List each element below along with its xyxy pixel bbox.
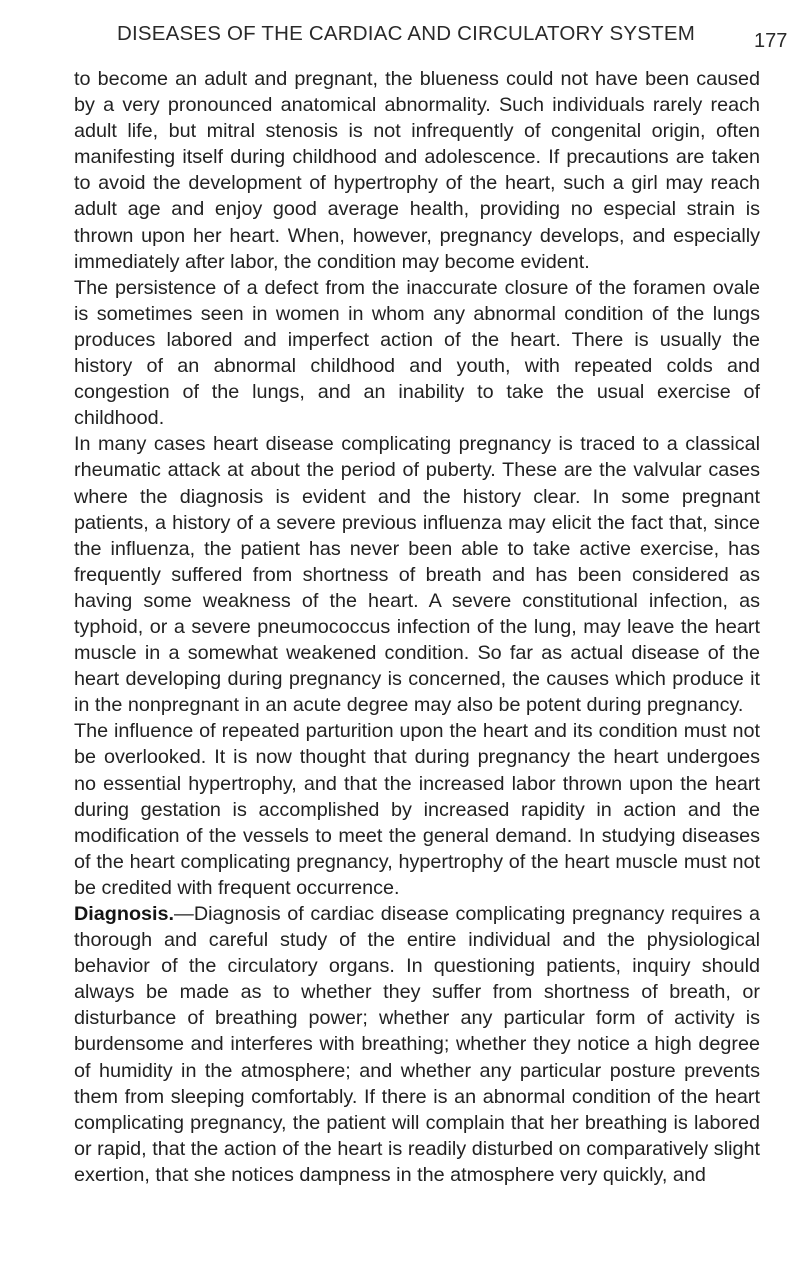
page-number: 177 [754,30,788,52]
paragraph-text: In many cases heart disease complicating pregnancy is traced to a classical rheumatic attack at about the period of puberty. These are the valvular cases where the diagnosis is evident and the history clear. In some pregnant patients, a history of a severe previous influenza may elicit the fact that, since the influenza, the patient has never been able to take active exercise, has frequently suffered from shortness of breath and has been considered as having some weakness of the heart. A severe constitutional infection, as typhoid, or a severe pneumococcus infection of the lung, may leave the heart muscle in a somewhat weakened condition. So far as actual disease of the heart developing during pregnancy is concerned, the causes which produce it in the nonpregnant in an acute degree may also be potent during pregnancy. [74,433,760,717]
body-text [74,66,760,1188]
diagnosis-heading: Diagnosis. [74,903,175,925]
paragraph-rheumatic-causes [74,431,760,718]
running-title: DISEASES OF THE CARDIAC AND CIRCULATORY SYSTEM [117,22,696,45]
paragraph-diagnosis [74,901,760,1188]
running-header [0,22,800,56]
paragraph-foramen-ovale [74,275,760,432]
paragraph-congenital-origin [74,66,760,275]
paragraph-repeated-parturition [74,718,760,901]
paragraph-text: to become an adult and pregnant, the blueness could not have been caused by a very pronounced anatomical abnormality. Such individuals rarely reach adult life, but mitral stenosis is not infrequently of congenital origin, often manifesting itself during childhood and adolescence. If precautions are taken to avoid the development of hypertrophy of the heart, such a girl may reach adult age and enjoy good average health, providing no especial strain is thrown upon her heart. When, however, pregnancy develops, and especially immediately after labor, the condition may become evident. [74,68,760,273]
paragraph-text: The influence of repeated parturition upon the heart and its condition must not be overlooked. It is now thought that during pregnancy the heart undergoes no essential hypertrophy, and that the increased labor thrown upon the heart during gestation is accomplished by increased rapidity in action and the modification of the vessels to meet the general demand. In studying diseases of the heart complicating pregnancy, hypertrophy of the heart muscle must not be credited with frequent occurrence. [74,720,760,899]
paragraph-text: The persistence of a defect from the inaccurate closure of the foramen ovale is sometimes seen in women in whom any abnormal condition of the lungs produces labored and imperfect action of the heart. There is usually the history of an abnormal childhood and youth, with repeated colds and congestion of the lungs, and an inability to take the usual exercise of childhood. [74,276,760,430]
paragraph-text: —Diagnosis of cardiac disease complicating pregnancy requires a thorough and careful study of the entire individual and the physiological behavior of the circulatory organs. In questioning patients, inquiry should always be made as to whether they suffer from shortness of breath, or disturbance of breathing power; whether any particular form of activity is burdensome and interferes with breathing; whether they notice a high degree of humidity in the atmosphere; and whether any particular posture prevents them from sleeping comfortably. If there is an abnormal condition of the heart complicating pregnancy, the patient will complain that her breathing is labored or rapid, that the action of the heart is readily disturbed on comparatively slight exertion, that she notices dampness in the atmosphere very quickly, and [74,903,760,1186]
